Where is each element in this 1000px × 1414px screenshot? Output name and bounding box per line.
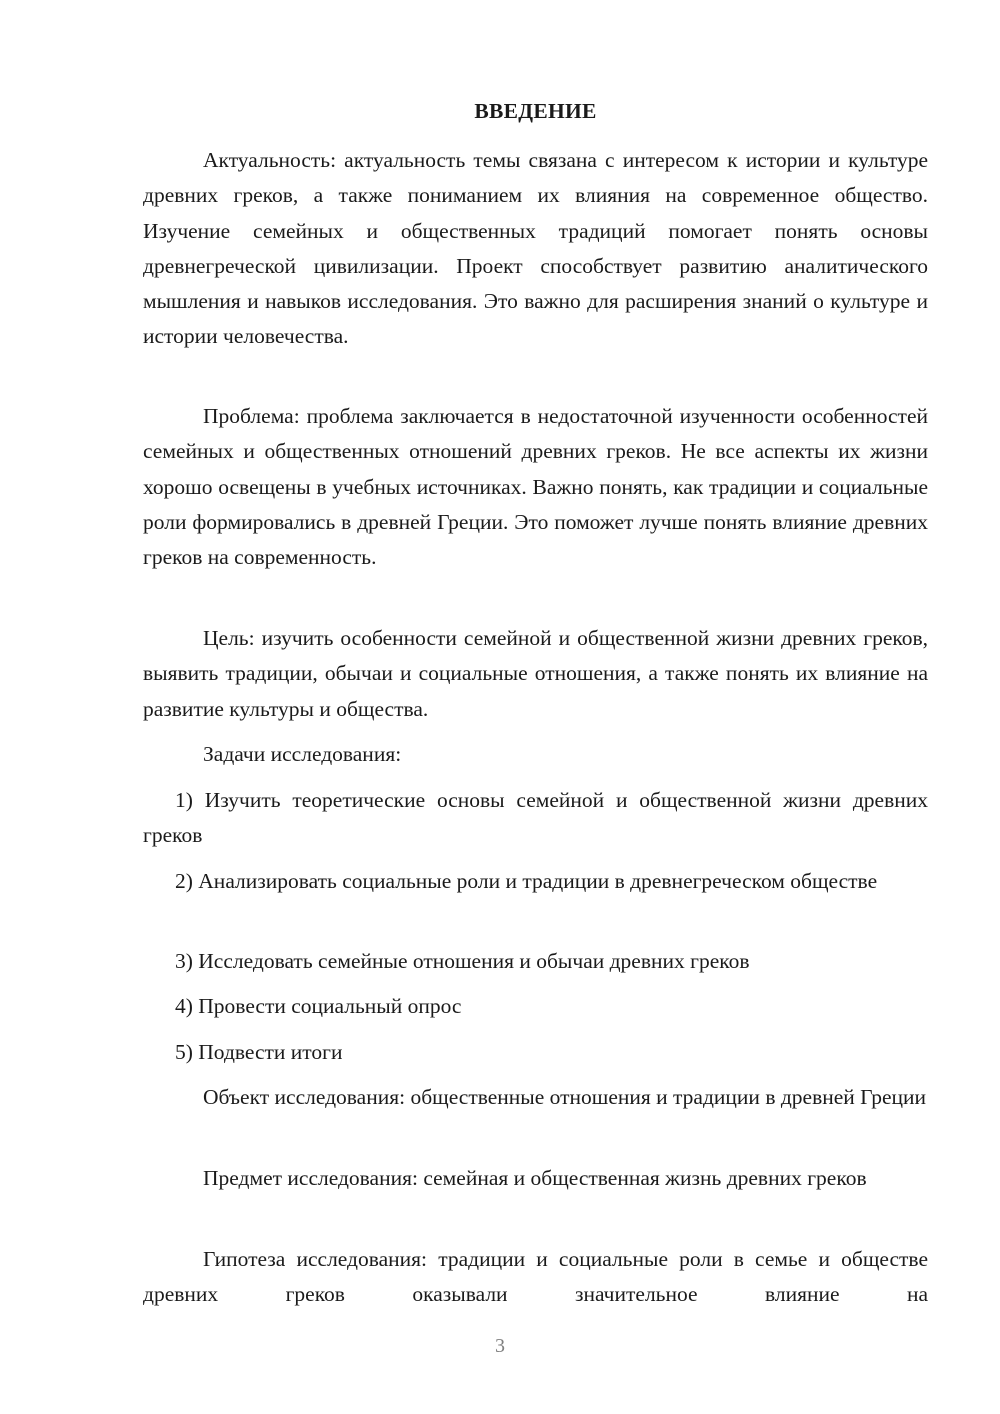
- page-number: 3: [495, 1335, 505, 1357]
- problem-paragraph: Проблема: проблема заключается в недостаточной изученности особенностей семейных и общественных отношений древних греков. Не все аспекты их жизни хорошо освещены в учебных источниках. Важно понять, как традиции и социальные роли формировались в древней Греции. Это поможет лучше понять влияние древних греков на современность.: [143, 404, 928, 570]
- section-heading: ВВЕДЕНИЕ: [474, 99, 597, 123]
- object-paragraph: Объект исследования: общественные отношения и традиции в древней Греции: [203, 1085, 927, 1109]
- task-item-3: 3) Исследовать семейные отношения и обычаи древних греков: [175, 949, 750, 973]
- goal-paragraph: Цель: изучить особенности семейной и общественной жизни древних греков, выявить традиции, обычаи и социальные отношения, а также понять их влияние на развитие культуры и общества.: [143, 626, 928, 721]
- tasks-heading: Задачи исследования:: [203, 742, 402, 766]
- task-item-5: 5) Подвести итоги: [175, 1040, 343, 1064]
- task-item-2: 2) Анализировать социальные роли и традиции в древнегреческом обществе: [175, 869, 878, 893]
- task-item-1: 1) Изучить теоретические основы семейной и общественной жизни древних греков: [143, 788, 928, 848]
- subject-paragraph: Предмет исследования: семейная и общественная жизнь древних греков: [203, 1166, 867, 1190]
- hypothesis-paragraph: Гипотеза исследования: традиции и социальные роли в семье и обществе древних греков оказывали значительное влияние на: [143, 1247, 928, 1307]
- relevance-paragraph: Актуальность: актуальность темы связана с интересом к истории и культуре древних греков, а также пониманием их влияния на современное общество. Изучение семейных и общественных традиций помогает понять основы древнегреческой цивилизации. Проект способствует развитию аналитического мышления и навыков исследования. Это важно для расширения знаний о культуре и истории человечества.: [143, 148, 928, 349]
- task-item-4: 4) Провести социальный опрос: [175, 994, 462, 1018]
